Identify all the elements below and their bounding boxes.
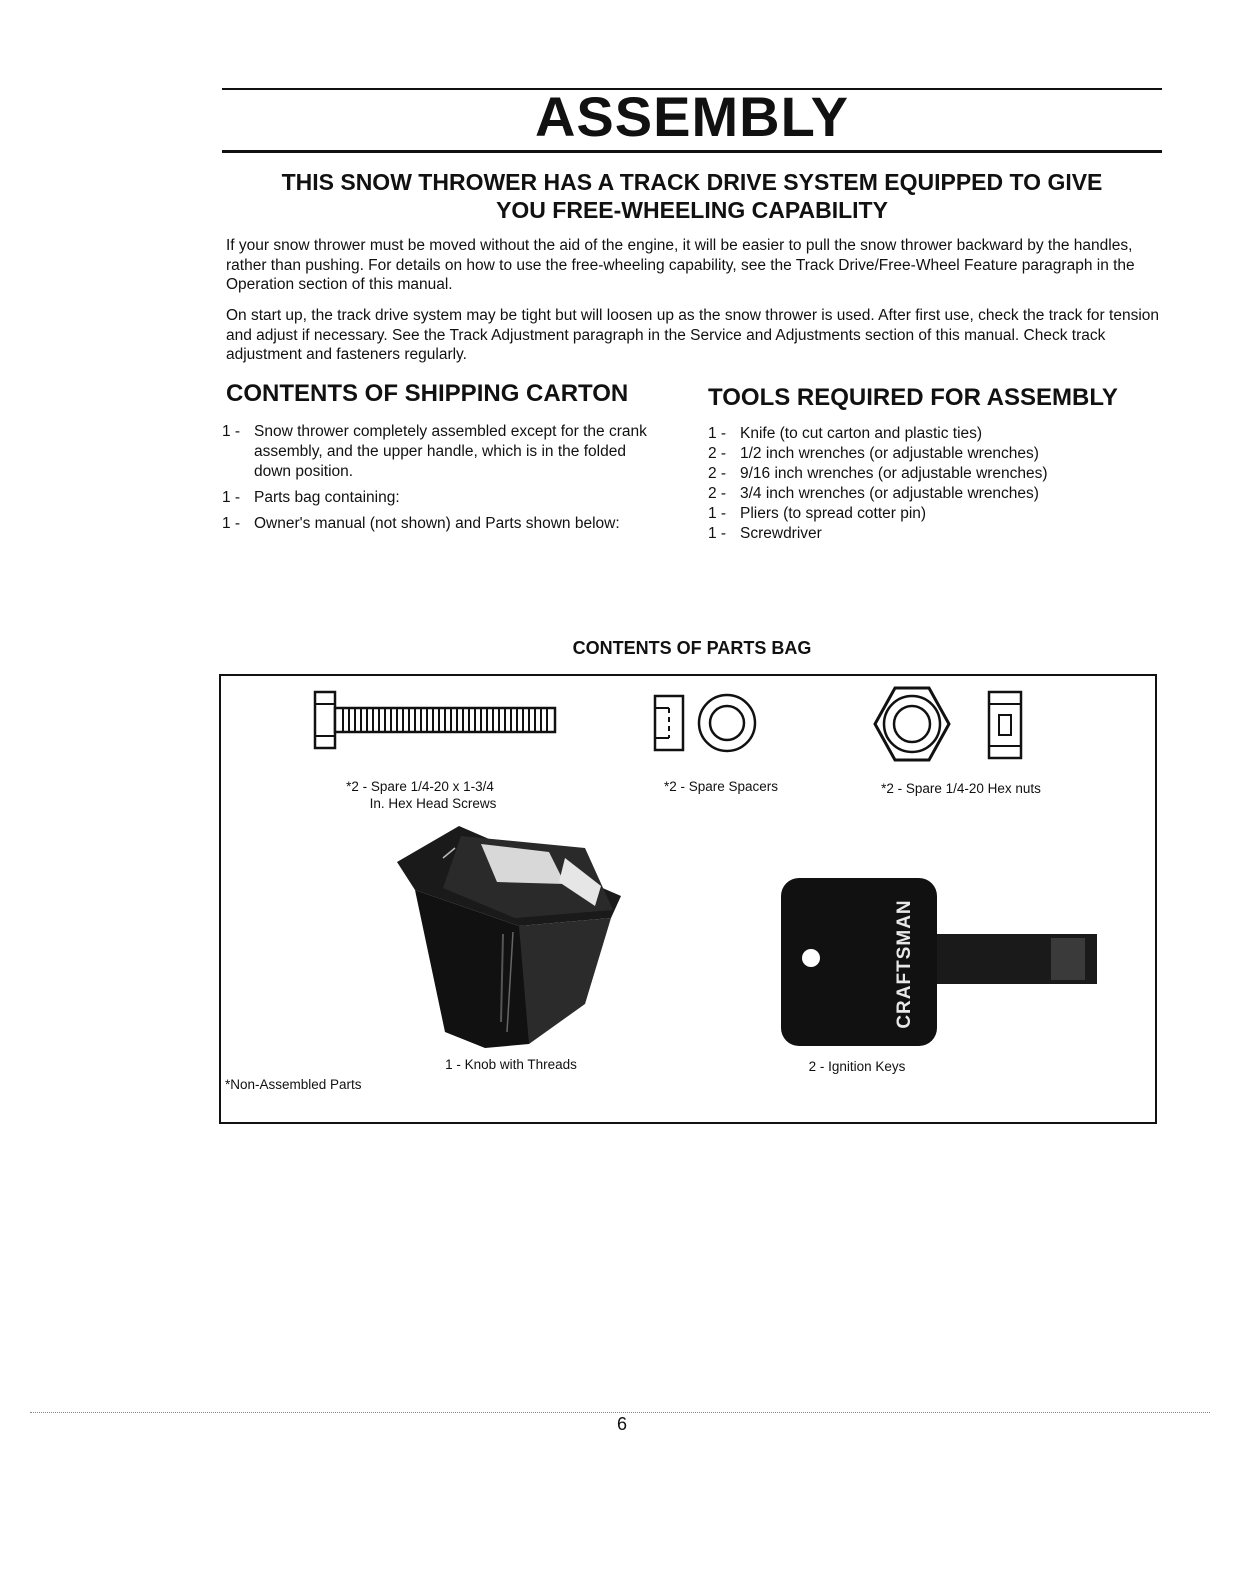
knob-caption: 1 - Knob with Threads — [445, 1057, 577, 1072]
item-text: Parts bag containing: — [254, 489, 400, 506]
item-qty: 2 - — [708, 465, 727, 482]
item-text: Screwdriver — [740, 525, 822, 542]
carton-list — [222, 422, 662, 540]
item-text: 3/4 inch wrenches (or adjustable wrenches) — [740, 485, 1039, 502]
item-qty: 1 - — [708, 425, 727, 442]
ignition-key-icon — [779, 872, 1109, 1052]
page-number: 6 — [616, 1414, 627, 1434]
list-item — [222, 488, 662, 508]
screws-caption — [317, 778, 523, 812]
screws-caption-line-2: In. Hex Head Screws — [369, 796, 497, 811]
tools-list — [708, 424, 1168, 544]
keys-caption: 2 - Ignition Keys — [808, 1059, 906, 1074]
tools-heading: TOOLS REQUIRED FOR ASSEMBLY — [708, 384, 1118, 411]
item-qty: 1 - — [222, 489, 241, 506]
hex-nuts-caption: *2 - Spare 1/4-20 Hex nuts — [881, 781, 1041, 796]
footer-divider — [30, 1412, 1210, 1413]
title-underline — [222, 150, 1162, 153]
list-item — [708, 504, 1168, 524]
non-assembled-footnote: *Non-Assembled Parts — [225, 1077, 362, 1092]
intro-paragraph-1: If your snow thrower must be moved without the aid of the engine, it will be easier to pull the snow thrower backward by the handles, rather than pushing. For details on how to use the free-wheeling capability, see the Track Drive/Free-Wheel Feature paragraph in the Operation section of this manual. — [226, 237, 1135, 293]
item-text: Pliers (to spread cotter pin) — [740, 505, 927, 522]
list-item — [708, 424, 1168, 444]
item-text: Knife (to cut carton and plastic ties) — [740, 425, 983, 442]
item-text: Owner's manual (not shown) and Parts shown below: — [254, 515, 620, 532]
spacers-caption: *2 - Spare Spacers — [663, 779, 779, 794]
list-item — [222, 514, 662, 534]
subheading-line-2: YOU FREE-WHEELING CAPABILITY — [496, 197, 888, 223]
item-qty: 1 - — [222, 423, 241, 440]
item-text: 9/16 inch wrenches (or adjustable wrenches) — [740, 465, 1048, 482]
screws-caption-line-1: *2 - Spare 1/4-20 x 1-3/4 — [346, 779, 494, 794]
item-qty: 1 - — [708, 505, 727, 522]
list-item — [222, 422, 662, 482]
list-item — [708, 524, 1168, 544]
item-qty: 1 - — [708, 525, 727, 542]
list-item — [708, 444, 1168, 464]
knob-icon — [389, 822, 629, 1052]
subheading-line-1: THIS SNOW THROWER HAS A TRACK DRIVE SYSTEM EQUIPPED TO GIVE — [281, 169, 1103, 195]
parts-bag-box — [219, 674, 1157, 1124]
list-item — [708, 484, 1168, 504]
parts-bag-title: CONTENTS OF PARTS BAG — [572, 638, 812, 658]
item-qty: 2 - — [708, 485, 727, 502]
page-title: ASSEMBLY — [534, 85, 849, 148]
hex-screw-icon — [313, 684, 563, 754]
item-qty: 2 - — [708, 445, 727, 462]
list-item — [708, 464, 1168, 484]
intro-paragraph-2: On start up, the track drive system may be tight but will loosen up as the snow thrower is used. After first use, check the track for tension and adjust if necessary. See the Track Adjustment paragraph in the Service and Adjustments section of this manual. Check track adjustment and fasteners regularly. — [226, 307, 1160, 363]
item-text: 1/2 inch wrenches (or adjustable wrenches) — [740, 445, 1039, 462]
hex-nut-icon — [871, 684, 1041, 764]
item-text: Snow thrower completely assembled except for the crank assembly, and the upper handle, which is in the folded down position. — [254, 423, 647, 480]
item-qty: 1 - — [222, 515, 241, 532]
section-subheading — [222, 168, 1162, 224]
carton-heading: CONTENTS OF SHIPPING CARTON — [226, 380, 629, 407]
spacer-icon — [653, 690, 773, 760]
key-brand-label: CRAFTSMAN — [894, 899, 915, 1029]
